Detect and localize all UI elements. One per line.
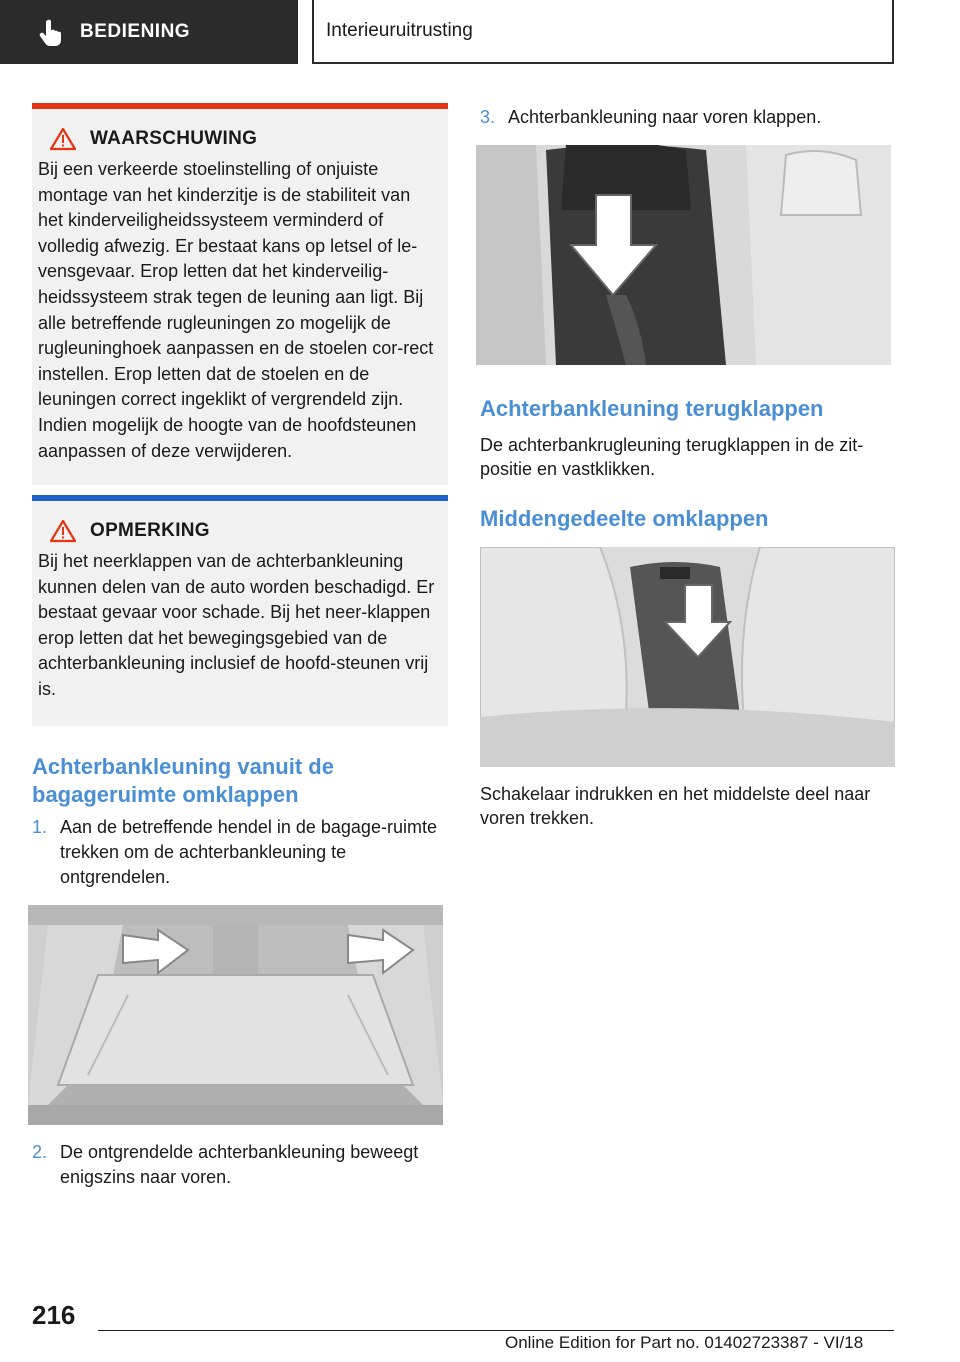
note-bar <box>32 495 448 501</box>
warning-triangle-icon <box>50 519 76 543</box>
step-number: 2. <box>32 1142 48 1162</box>
fold-back-text: De achterbankrugleuning terugklappen in de zit-positie en vastklikken. <box>480 435 864 479</box>
backrest-fold-figure <box>476 145 891 365</box>
note-title: OPMERKING <box>90 520 210 541</box>
middle-section-figure <box>480 547 895 767</box>
warning-title: WAARSCHUWING <box>90 128 258 149</box>
step-text: Achterbankleuning naar voren klappen. <box>508 107 822 127</box>
step-text: De ontgrendelde achterbankleuning beweegt enigszins naar voren. <box>60 1142 419 1187</box>
note-box <box>32 495 448 726</box>
warning-triangle-icon <box>50 127 76 151</box>
chapter-tab <box>0 0 298 64</box>
page-number: 216 <box>32 1300 76 1330</box>
note-text: Bij het neerklappen van de achterbankleuning kunnen delen van de auto worden beschadigd. Er bestaat gevaar voor schade. Bij het neer-klappen erop letten dat het bewegingsgebied van de achterbankleuning inclusief de hoofd-steunen vrij is. <box>38 551 435 699</box>
chapter-title: BEDIENING <box>80 21 191 42</box>
footer-divider <box>98 1330 894 1331</box>
step-2 <box>32 1140 447 1190</box>
trunk-release-figure <box>28 905 443 1125</box>
step-number: 1. <box>32 817 48 837</box>
hand-pointer-icon <box>36 17 66 47</box>
heading-fold-from-trunk: Achterbankleuning vanuit de bagageruimte omklappen <box>32 754 334 807</box>
step-3 <box>480 105 900 130</box>
warning-text: Bij een verkeerde stoelinstelling of onjuiste montage van het kinderzitje is de stabiliteit van het kinderveiligheidssysteem verminderd of volledig afwezig. Er bestaat kans op letsel of le-vensgevaar. Erop letten dat het kinderveilig-heidssysteem strak tegen de leuning aan ligt. Bij alle betreffende rugleuningen zo mogelijk de rugleuninghoek aanpassen en de stoelen cor-rect instellen. Erop letten dat de stoelen en de leuningen correct ingeklikt of vergrendeld zijn. Indien mogelijk de hoogte van de hoofdsteunen aanpassen of deze verwijderen. <box>38 159 434 461</box>
step-text: Aan de betreffende hendel in de bagage-ruimte trekken om de achterbankleuning te ontgrendelen. <box>60 817 437 887</box>
step-number: 3. <box>480 107 496 127</box>
heading-middle-section: Middengedeelte omklappen <box>480 506 769 531</box>
section-title <box>312 0 894 64</box>
warning-bar <box>32 103 448 109</box>
middle-section-text: Schakelaar indrukken en het middelste deel naar voren trekken. <box>480 784 871 828</box>
section-title-text: Interieuruitrusting <box>326 20 473 41</box>
heading-fold-back: Achterbankleuning terugklappen <box>480 396 824 421</box>
footer-edition: Online Edition for Part no. 01402723387 - VI/18 <box>505 1333 864 1352</box>
warning-box <box>32 103 448 485</box>
step-1 <box>32 815 442 890</box>
